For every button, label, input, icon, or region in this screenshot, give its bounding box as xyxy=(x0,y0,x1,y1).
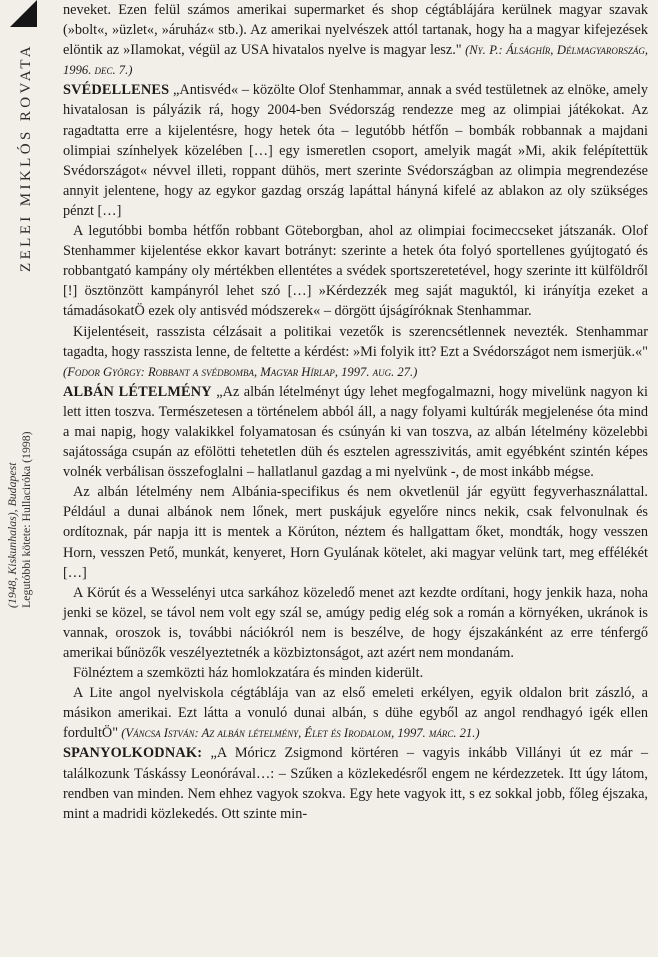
source-citation: (Váncsa István: Az albán lételmény, Élet és Irodalom, 1997. márc. 21.) xyxy=(118,726,480,741)
paragraph-text: Az albán lételmény nem Albánia-specifikus és nem okvetlenül jár együtt fegyverhasználattal. Például a dunai albánok nem lőnek, mert puskájuk egyelőre nincs nekik, csak felvonulnak és ordítoznak, pár napja itt is mentek a Körúton, néztem és hallgattam őket, mondták, hogy vesszen Horn, vesszen Pető, munkát, kenyeret, Horn Gyulának kötelet, aki magyar velünk tart, meg effélékét […] xyxy=(63,484,648,581)
paragraph xyxy=(63,482,648,582)
paragraph-text: „Antisvéd« – közölte Olof Stenhammar, annak a svéd testületnek az elnöke, amely hivatalosan is pályázik rá, hogy 2004-ben Svédország rendezze meg az olimpiai játékokat. Az ragadtatta erre a kijelentésre, hogy hetek óta – legutóbb hétfőn – bombák robbannak a majdani olimpiai színhelyek közelében […] egy ismeretlen csoport, amelyik magát »Mi, akik felépítettük Svédországot« névvel illeti, roppant dühös, mert szerinte Svédországban az olimpia megrendezése annyit jelentene, hogy az egykor gazdag ország lapáttal hányná kifelé az ablakon az oly szükséges pénzt […] xyxy=(63,82,648,219)
paragraph xyxy=(63,0,648,80)
source-citation: (Fodor György: Robbant a svédbomba, Magyar Hírlap, 1997. aug. 27.) xyxy=(63,364,418,379)
paragraph-text: Fölnéztem a szemközti ház homlokzatára és minden kiderült. xyxy=(73,665,424,682)
entry-headword: SPANYOLKODNAK: xyxy=(63,745,203,762)
paragraph-text: A Körút és a Wesselényi utca sarkához közeledő menet azt kezdte ordítani, hogy jenkik haza, noha jenki se közel, se távol nem volt egy szál se, amúgy pedig elég sok a román a környéken, ukránok is vannak, oroszok is, további nációkról nem is beszélve, de hogy éjszakánként az erre ténfergő amerikai bűnözők veszélyeztetnék a közbiztonságot, azt azért nem mondanám. xyxy=(63,584,648,661)
corner-triangle-mark xyxy=(10,0,37,27)
paragraph-text: „A Móricz Zsigmond körtéren – vagyis inkább Villányi út ez már – találkozunk Táskássy Leonórával…: – Szűken a közlekedésről engem ne kérdezzetek. Itt úgy látom, rendben van minden. Nem ehhez vagyok szokva. Egy hete vagyok itt, s ez sokkal jobb, főleg éjszaka, mint a madridi közlekedés. Ott szinte min- xyxy=(63,745,648,822)
paragraph xyxy=(63,683,648,743)
section-title: ZELEI MIKLÓS ROVATA xyxy=(18,43,34,272)
paragraph xyxy=(63,583,648,663)
author-bio xyxy=(5,431,33,608)
paragraph-text: A Lite angol nyelviskola cégtáblája van az első emeleti erkélyen, egyik oldalon brit zászló, a másikon amerikai. Ezt látta a vonuló dunai albán, s dühe egyből az angol rendhagyó igék ellen fordultÖ" xyxy=(63,685,648,742)
source-citation: (Ny. P.: Álsághír, Délmagyarország, 1996. dec. 7.) xyxy=(63,43,649,78)
article-body xyxy=(63,0,648,824)
author-bio-book: Legutóbbi kötete: Hullacirόka (1998) xyxy=(19,431,33,608)
entry-paragraph xyxy=(63,382,648,482)
paragraph xyxy=(63,322,648,382)
paragraph xyxy=(63,663,648,683)
author-bio-years: (1948, Kiskunhalas), Budapest xyxy=(5,462,19,608)
paragraph-text: A legutóbbi bomba hétfőn robbant Göteborgban, ahol az olimpiai focimeccseket játszanák. Olof Stenhammer kijelentése ekkor kavart botrányt: szerinte a hetek óta folyó sportellenes gyújtogató és robbantgató kampány oly mértékben ellentétes a svédek sportszeretetével, hogy szerinte itt külföldről [!] ösztönzött kampányról lehet szó […] »Kérdezzék meg saját maguktól, ki irányítja ezeket a támadásokatÖ ezek oly antisvéd módszerek« – dörgött újságíróknak Stenhammar. xyxy=(63,223,648,320)
paragraph-text: „Az albán lételményt úgy lehet megfogalmazni, hogy mivelünk nagyon ki lett itten toszva. Természetesen a történelem abból áll, a nagy folyami kultúrák megjelenése óta mind a mai napig, hogy valakikkel folyamatosan és csúnyán ki van toszva, az albán lételmény közelebbi sajátossága csupán az efölötti tehetetlen düh és esztelen agresszivitás, amit egyébként szintén képes volnék verbálisan összefoglalni – hallatlanul gazdag a mi nyelvünk -, de most inkább mégse. xyxy=(63,383,648,481)
paragraph xyxy=(63,221,648,321)
entry-paragraph xyxy=(63,743,648,823)
entry-paragraph xyxy=(63,80,648,221)
entry-headword: SVÉDELLENES xyxy=(63,82,170,99)
paragraph-text: Kijelentéseit, rasszista célzásait a politikai vezetők is szerencsétlennek nevezték. Stenhammar tagadta, hogy rasszista lenne, de feltette a kérdést: »Mi folyik itt? Ezt a Svédországot nem ismerjük.«" xyxy=(63,323,648,360)
paragraph-text: neveket. Ezen felül számos amerikai supermarket és shop cégtáblájára kerülnek magyar szavak (»bolt«, »üzlet«, »áruház« stb.). Az amerikai nyelvészek attól tartanak, hogy ha a magyar kifejezések elöntik az »Ilamokat, végül az USA hivatalos nyelve is magyar lesz." xyxy=(63,2,648,59)
entry-headword: ALBÁN LÉTELMÉNY xyxy=(63,383,212,400)
